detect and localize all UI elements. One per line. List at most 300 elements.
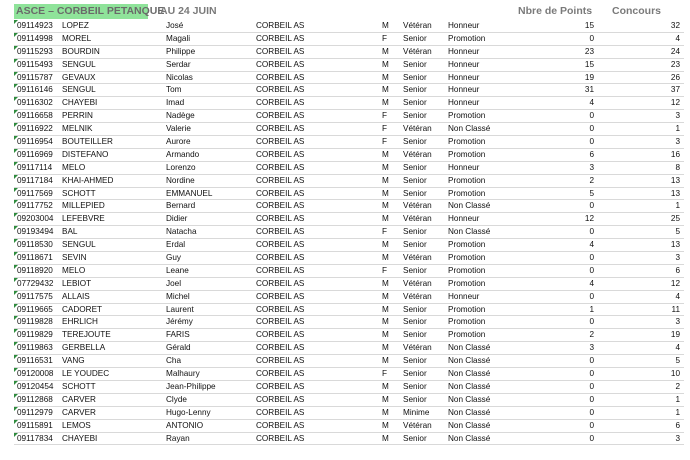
prenom-cell[interactable]: Jérémy [166,317,193,327]
prenom-cell[interactable]: Cha [166,356,182,366]
licence-cell[interactable]: 09118920 [17,265,53,275]
concours-cell[interactable]: 1 [675,394,680,404]
prenom-cell[interactable]: Laurent [166,304,194,314]
categorie-cell[interactable]: Vétéran [403,253,432,263]
concours-column-header[interactable]: Concours [612,5,662,17]
club-cell[interactable]: CORBEIL AS [256,188,305,198]
categorie-cell[interactable]: Senior [403,33,427,43]
nom-cell[interactable]: GEVAUX [62,72,96,82]
prenom-cell[interactable]: Leane [166,265,189,275]
nom-cell[interactable]: LEBIOT [62,278,92,288]
nom-cell[interactable]: VANG [62,356,85,366]
prenom-cell[interactable]: Serdar [166,59,191,69]
licence-cell[interactable]: 09120008 [17,369,54,379]
prenom-cell[interactable]: Magali [166,33,191,43]
classement-cell[interactable]: Non Classé [448,407,491,417]
categorie-cell[interactable]: Senior [403,85,427,95]
nom-cell[interactable]: SCHOTT [62,188,96,198]
concours-cell[interactable]: 3 [675,253,680,263]
nom-cell[interactable]: SENGUL [62,59,96,69]
points-cell[interactable]: 0 [589,227,594,237]
nom-cell[interactable]: LEFEBVRE [62,214,105,224]
points-cell[interactable]: 15 [584,59,594,69]
points-cell[interactable]: 1 [589,304,594,314]
categorie-cell[interactable]: Vétéran [403,278,432,288]
prenom-cell[interactable]: Nadège [166,111,195,121]
categorie-cell[interactable]: Vétéran [403,291,432,301]
sexe-cell[interactable]: M [382,304,389,314]
club-cell[interactable]: CORBEIL AS [256,162,305,172]
points-cell[interactable]: 0 [589,394,594,404]
sexe-cell[interactable]: M [382,291,389,301]
licence-cell[interactable]: 09112868 [17,394,53,404]
classement-cell[interactable]: Promotion [448,188,486,198]
concours-cell[interactable]: 1 [675,201,680,211]
points-cell[interactable]: 3 [589,343,594,353]
date-label[interactable]: AU 24 JUIN [160,5,217,17]
classement-cell[interactable]: Non Classé [448,124,491,134]
club-cell[interactable]: CORBEIL AS [256,137,305,147]
points-cell[interactable]: 4 [589,278,594,288]
categorie-cell[interactable]: Senior [403,330,427,340]
concours-cell[interactable]: 10 [670,369,680,379]
nom-cell[interactable]: ALLAIS [62,291,90,301]
prenom-cell[interactable]: Malhaury [166,369,200,379]
licence-cell[interactable]: 09116146 [17,85,53,95]
licence-cell[interactable]: 07729432 [17,278,54,288]
concours-cell[interactable]: 11 [671,304,680,314]
nom-cell[interactable]: GERBELLA [62,343,106,353]
points-cell[interactable]: 31 [584,85,594,95]
classement-cell[interactable]: Promotion [448,111,486,121]
categorie-cell[interactable]: Senior [403,111,427,121]
classement-cell[interactable]: Non Classé [448,394,491,404]
licence-cell[interactable]: 09117575 [17,291,53,301]
points-cell[interactable]: 0 [589,33,594,43]
sexe-cell[interactable]: M [382,317,389,327]
sexe-cell[interactable]: M [382,162,389,172]
licence-cell[interactable]: 09117834 [17,433,53,443]
licence-cell[interactable]: 09115787 [17,72,53,82]
club-cell[interactable]: CORBEIL AS [256,304,305,314]
sexe-cell[interactable]: M [382,394,389,404]
sexe-cell[interactable]: M [382,420,389,430]
prenom-cell[interactable]: Gérald [166,343,191,353]
concours-cell[interactable]: 3 [675,317,680,327]
classement-cell[interactable]: Non Classé [448,356,491,366]
points-cell[interactable]: 0 [589,201,594,211]
classement-cell[interactable]: Promotion [448,317,486,327]
club-cell[interactable]: CORBEIL AS [256,317,305,327]
concours-cell[interactable]: 8 [675,162,680,172]
points-cell[interactable]: 0 [589,381,594,391]
licence-cell[interactable]: 09117752 [17,201,53,211]
nom-cell[interactable]: TEREJOUTE [62,330,111,340]
classement-cell[interactable]: Promotion [448,304,486,314]
concours-cell[interactable]: 13 [670,188,680,198]
club-cell[interactable]: CORBEIL AS [256,343,305,353]
classement-cell[interactable]: Non Classé [448,227,491,237]
club-cell[interactable]: CORBEIL AS [256,356,305,366]
licence-cell[interactable]: 09116922 [17,124,53,134]
categorie-cell[interactable]: Vétéran [403,201,432,211]
points-cell[interactable]: 6 [589,149,594,159]
prenom-cell[interactable]: Jean-Philippe [166,381,216,391]
concours-cell[interactable]: 1 [675,407,680,417]
points-cell[interactable]: 0 [589,369,594,379]
club-cell[interactable]: CORBEIL AS [256,59,305,69]
club-cell[interactable]: CORBEIL AS [256,33,305,43]
classement-cell[interactable]: Honneur [448,214,480,224]
club-cell[interactable]: CORBEIL AS [256,227,305,237]
licence-cell[interactable]: 09112979 [17,407,53,417]
concours-cell[interactable]: 6 [675,265,680,275]
nom-cell[interactable]: EHRLICH [62,317,98,327]
sexe-cell[interactable]: M [382,149,389,159]
points-cell[interactable]: 0 [589,124,594,134]
sexe-cell[interactable]: M [382,188,389,198]
concours-cell[interactable]: 3 [675,111,680,121]
sexe-cell[interactable]: M [382,433,389,443]
sexe-cell[interactable]: M [382,201,389,211]
points-cell[interactable]: 4 [589,240,594,250]
categorie-cell[interactable]: Senior [403,175,427,185]
sexe-cell[interactable]: M [382,98,389,108]
concours-cell[interactable]: 26 [670,72,680,82]
categorie-cell[interactable]: Vétéran [403,124,432,134]
classement-cell[interactable]: Promotion [448,240,486,250]
classement-cell[interactable]: Promotion [448,265,486,275]
nom-cell[interactable]: LEMOS [62,420,91,430]
categorie-cell[interactable]: Senior [403,317,427,327]
concours-cell[interactable]: 16 [670,149,680,159]
licence-cell[interactable]: 09117114 [17,162,53,172]
club-cell[interactable]: CORBEIL AS [256,21,305,30]
nom-cell[interactable]: BAL [62,227,78,237]
prenom-cell[interactable]: FARIS [166,330,190,340]
prenom-cell[interactable]: Rayan [166,433,190,443]
classement-cell[interactable]: Honneur [448,72,480,82]
points-cell[interactable]: 23 [584,46,594,56]
categorie-cell[interactable]: Senior [403,240,427,250]
concours-cell[interactable]: 1 [675,124,680,134]
prenom-cell[interactable]: Erdal [166,240,186,250]
classement-cell[interactable]: Promotion [448,137,486,147]
licence-cell[interactable]: 09116969 [17,149,53,159]
prenom-cell[interactable]: Natacha [166,227,197,237]
sexe-cell[interactable]: M [382,175,389,185]
prenom-cell[interactable]: José [166,21,184,30]
club-cell[interactable]: CORBEIL AS [256,278,305,288]
concours-cell[interactable]: 3 [675,137,680,147]
prenom-cell[interactable]: Joel [166,278,182,288]
classement-cell[interactable]: Promotion [448,330,486,340]
concours-cell[interactable]: 12 [670,98,680,108]
sexe-cell[interactable]: F [382,124,388,134]
points-cell[interactable]: 4 [589,98,594,108]
categorie-cell[interactable]: Senior [403,59,427,69]
classement-cell[interactable]: Non Classé [448,433,491,443]
concours-cell[interactable]: 5 [675,356,680,366]
licence-cell[interactable]: 09114998 [17,33,53,43]
licence-cell[interactable]: 09116531 [17,356,53,366]
sexe-cell[interactable]: M [382,356,389,366]
prenom-cell[interactable]: Armando [166,149,200,159]
classement-cell[interactable]: Honneur [448,291,480,301]
prenom-cell[interactable]: Lorenzo [166,162,196,172]
club-cell[interactable]: CORBEIL AS [256,407,305,417]
sexe-cell[interactable]: M [382,278,389,288]
licence-cell[interactable]: 09115293 [17,46,53,56]
sexe-cell[interactable]: M [382,72,389,82]
classement-cell[interactable]: Promotion [448,278,486,288]
nom-cell[interactable]: SENGUL [62,85,96,95]
concours-cell[interactable]: 24 [670,46,680,56]
categorie-cell[interactable]: Vétéran [403,214,432,224]
prenom-cell[interactable]: Aurore [166,137,191,147]
nom-cell[interactable]: PERRIN [62,111,93,121]
points-cell[interactable]: 0 [589,356,594,366]
sexe-cell[interactable]: F [382,111,388,121]
licence-cell[interactable]: 09119863 [17,343,53,353]
categorie-cell[interactable]: Senior [403,137,427,147]
categorie-cell[interactable]: Senior [403,227,427,237]
nom-cell[interactable]: CADORET [62,304,103,314]
licence-cell[interactable]: 09119665 [17,304,53,314]
categorie-cell[interactable]: Senior [403,162,427,172]
licence-cell[interactable]: 09120454 [17,381,54,391]
licence-cell[interactable]: 09114923 [17,21,53,30]
classement-cell[interactable]: Non Classé [448,343,491,353]
licence-cell[interactable]: 09119828 [17,317,53,327]
classement-cell[interactable]: Non Classé [448,420,491,430]
points-cell[interactable]: 15 [584,21,594,30]
prenom-cell[interactable]: Valerie [166,124,191,134]
club-cell[interactable]: CORBEIL AS [256,124,305,134]
categorie-cell[interactable]: Vétéran [403,46,432,56]
concours-cell[interactable]: 5 [675,227,680,237]
club-cell[interactable]: CORBEIL AS [256,111,305,121]
nom-cell[interactable]: LOPEZ [62,21,89,30]
categorie-cell[interactable]: Vétéran [403,420,432,430]
concours-cell[interactable]: 23 [670,59,680,69]
classement-cell[interactable]: Promotion [448,33,486,43]
categorie-cell[interactable]: Senior [403,356,427,366]
sexe-cell[interactable]: M [382,46,389,56]
concours-cell[interactable]: 19 [670,330,680,340]
licence-cell[interactable]: 09118530 [17,240,53,250]
club-cell[interactable]: CORBEIL AS [256,420,305,430]
classement-cell[interactable]: Promotion [448,149,486,159]
categorie-cell[interactable]: Senior [403,394,427,404]
sexe-cell[interactable]: M [382,407,389,417]
prenom-cell[interactable]: Nicolas [166,72,193,82]
prenom-cell[interactable]: Clyde [166,394,187,404]
prenom-cell[interactable]: EMMANUEL [166,188,213,198]
nom-cell[interactable]: DISTEFANO [62,149,109,159]
classement-cell[interactable]: Honneur [448,21,480,30]
licence-cell[interactable]: 09116658 [17,111,53,121]
sexe-cell[interactable]: M [382,214,389,224]
prenom-cell[interactable]: Philippe [166,46,196,56]
nom-cell[interactable]: BOURDIN [62,46,100,56]
club-cell[interactable]: CORBEIL AS [256,46,305,56]
club-cell[interactable]: CORBEIL AS [256,98,305,108]
nom-cell[interactable]: CHAYEBI [62,98,98,108]
concours-cell[interactable]: 37 [670,85,680,95]
categorie-cell[interactable]: Senior [403,381,427,391]
points-cell[interactable]: 0 [589,253,594,263]
nom-cell[interactable]: CARVER [62,394,96,404]
licence-cell[interactable]: 09117569 [17,188,53,198]
categorie-cell[interactable]: Senior [403,369,427,379]
prenom-cell[interactable]: Guy [166,253,182,263]
club-cell[interactable]: CORBEIL AS [256,394,305,404]
prenom-cell[interactable]: Bernard [166,201,196,211]
classement-cell[interactable]: Honneur [448,162,480,172]
points-cell[interactable]: 19 [584,72,594,82]
licence-cell[interactable]: 09116954 [17,137,53,147]
sexe-cell[interactable]: F [382,33,388,43]
points-cell[interactable]: 0 [589,433,594,443]
classement-cell[interactable]: Honneur [448,98,480,108]
points-cell[interactable]: 0 [589,265,594,275]
categorie-cell[interactable]: Senior [403,72,427,82]
nom-cell[interactable]: CARVER [62,407,96,417]
licence-cell[interactable]: 09116302 [17,98,53,108]
points-column-header[interactable]: Nbre de Points [518,5,593,17]
nom-cell[interactable]: BOUTEILLER [62,137,113,147]
sexe-cell[interactable]: M [382,253,389,263]
club-cell[interactable]: CORBEIL AS [256,265,305,275]
nom-cell[interactable]: KHAI-AHMED [62,175,114,185]
categorie-cell[interactable]: Vétéran [403,21,432,30]
sexe-cell[interactable]: M [382,59,389,69]
nom-cell[interactable]: CHAYEBI [62,433,98,443]
sexe-cell[interactable]: M [382,381,389,391]
points-cell[interactable]: 12 [584,214,594,224]
points-cell[interactable]: 0 [589,407,594,417]
classement-cell[interactable]: Non Classé [448,381,491,391]
club-cell[interactable]: CORBEIL AS [256,201,305,211]
classement-cell[interactable]: Honneur [448,59,480,69]
sexe-cell[interactable]: M [382,343,389,353]
categorie-cell[interactable]: Senior [403,98,427,108]
classement-cell[interactable]: Honneur [448,46,480,56]
concours-cell[interactable]: 6 [675,420,680,430]
nom-cell[interactable]: SEVIN [62,253,87,263]
sexe-cell[interactable]: F [382,227,388,237]
categorie-cell[interactable]: Vétéran [403,149,432,159]
concours-cell[interactable]: 2 [675,381,680,391]
classement-cell[interactable]: Non Classé [448,201,491,211]
points-cell[interactable]: 0 [589,291,594,301]
sexe-cell[interactable]: M [382,240,389,250]
prenom-cell[interactable]: Nordine [166,175,195,185]
categorie-cell[interactable]: Senior [403,188,427,198]
club-cell[interactable]: CORBEIL AS [256,330,305,340]
classement-cell[interactable]: Promotion [448,175,486,185]
licence-cell[interactable]: 09115493 [17,59,53,69]
nom-cell[interactable]: MILLEPIED [62,201,105,211]
classement-cell[interactable]: Promotion [448,253,486,263]
nom-cell[interactable]: MOREL [62,33,92,43]
licence-cell[interactable]: 09203004 [17,214,54,224]
club-cell[interactable]: CORBEIL AS [256,291,305,301]
categorie-cell[interactable]: Minime [403,407,430,417]
nom-cell[interactable]: LE YOUDEC [62,369,110,379]
prenom-cell[interactable]: Tom [166,85,182,95]
club-cell[interactable]: CORBEIL AS [256,369,305,379]
concours-cell[interactable]: 25 [670,214,680,224]
prenom-cell[interactable]: ANTONIO [166,420,204,430]
sexe-cell[interactable]: F [382,369,388,379]
prenom-cell[interactable]: Didier [166,214,188,224]
points-cell[interactable]: 5 [589,188,594,198]
concours-cell[interactable]: 4 [675,291,680,301]
sexe-cell[interactable]: F [382,137,388,147]
nom-cell[interactable]: SCHOTT [62,381,96,391]
club-cell[interactable]: CORBEIL AS [256,240,305,250]
concours-cell[interactable]: 12 [670,278,680,288]
prenom-cell[interactable]: Imad [166,98,185,108]
club-cell[interactable]: CORBEIL AS [256,72,305,82]
concours-cell[interactable]: 4 [675,343,680,353]
sexe-cell[interactable]: M [382,21,389,30]
prenom-cell[interactable]: Hugo-Lenny [166,407,211,417]
classement-cell[interactable]: Non Classé [448,369,491,379]
categorie-cell[interactable]: Senior [403,433,427,443]
categorie-cell[interactable]: Senior [403,265,427,275]
categorie-cell[interactable]: Vétéran [403,343,432,353]
concours-cell[interactable]: 4 [675,33,680,43]
club-cell[interactable]: CORBEIL AS [256,175,305,185]
club-cell[interactable]: CORBEIL AS [256,253,305,263]
nom-cell[interactable]: MELO [62,265,86,275]
club-cell[interactable]: CORBEIL AS [256,433,305,443]
points-cell[interactable]: 2 [589,175,594,185]
concours-cell[interactable]: 3 [675,433,680,443]
points-cell[interactable]: 3 [589,162,594,172]
licence-cell[interactable]: 09117184 [17,175,53,185]
licence-cell[interactable]: 09119829 [17,330,53,340]
sexe-cell[interactable]: F [382,265,388,275]
sexe-cell[interactable]: M [382,85,389,95]
nom-cell[interactable]: SENGUL [62,240,96,250]
prenom-cell[interactable]: Michel [166,291,190,301]
points-cell[interactable]: 0 [589,111,594,121]
classement-cell[interactable]: Honneur [448,85,480,95]
sexe-cell[interactable]: M [382,330,389,340]
licence-cell[interactable]: 09193494 [17,227,54,237]
club-cell[interactable]: CORBEIL AS [256,381,305,391]
points-cell[interactable]: 0 [589,137,594,147]
points-cell[interactable]: 2 [589,330,594,340]
points-cell[interactable]: 0 [589,317,594,327]
club-cell[interactable]: CORBEIL AS [256,85,305,95]
concours-cell[interactable]: 32 [670,21,680,30]
nom-cell[interactable]: MELNIK [62,124,93,134]
licence-cell[interactable]: 09115891 [17,420,53,430]
club-title[interactable]: ASCE – CORBEIL PETANQUE [16,5,165,17]
nom-cell[interactable]: MELO [62,162,86,172]
categorie-cell[interactable]: Senior [403,304,427,314]
concours-cell[interactable]: 13 [670,240,680,250]
club-cell[interactable]: CORBEIL AS [256,149,305,159]
licence-cell[interactable]: 09118671 [17,253,53,263]
club-cell[interactable]: CORBEIL AS [256,214,305,224]
concours-cell[interactable]: 13 [670,175,680,185]
